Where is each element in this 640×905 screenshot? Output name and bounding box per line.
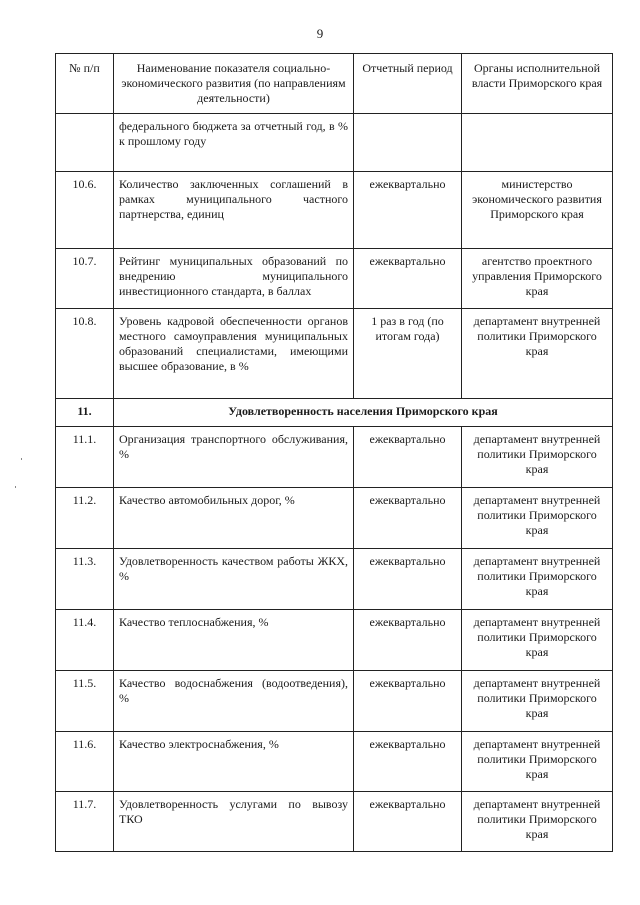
indicators-table — [55, 53, 613, 852]
row-period: ежеквартально — [354, 732, 462, 792]
section-num: 11. — [56, 399, 114, 427]
table-row — [56, 114, 613, 172]
row-org: департамент внутренней политики Приморского края — [462, 427, 613, 488]
table-row — [56, 249, 613, 309]
row-num: 11.3. — [56, 549, 114, 610]
row-num: 11.2. — [56, 488, 114, 549]
row-num: 11.1. — [56, 427, 114, 488]
table-header-row — [56, 54, 613, 114]
row-org: агентство проектного управления Приморского края — [462, 249, 613, 309]
row-org: департамент внутренней политики Приморского края — [462, 488, 613, 549]
row-org — [462, 114, 613, 172]
section-row — [56, 399, 613, 427]
row-org: министерство экономического развития Приморского края — [462, 172, 613, 249]
row-period: ежеквартально — [354, 172, 462, 249]
header-name: Наименование показателя социально-экономического развития (по направлениям деятельности) — [114, 54, 354, 114]
table-row — [56, 309, 613, 399]
row-name: Количество заключенных соглашений в рамках муниципального частного партнерства, единиц — [114, 172, 354, 249]
row-name: Качество электроснабжения, % — [114, 732, 354, 792]
row-name: Качество теплоснабжения, % — [114, 610, 354, 671]
row-period: ежеквартально — [354, 671, 462, 732]
row-name: Организация транспортного обслуживания, % — [114, 427, 354, 488]
row-period: ежеквартально — [354, 610, 462, 671]
table-row — [56, 488, 613, 549]
row-period — [354, 114, 462, 172]
row-org: департамент внутренней политики Приморского края — [462, 309, 613, 399]
table-row — [56, 610, 613, 671]
row-period: ежеквартально — [354, 427, 462, 488]
row-name: Уровень кадровой обеспеченности органов местного самоуправления муниципальных образований специалистами, имеющими высшее образование, в % — [114, 309, 354, 399]
row-period: ежеквартально — [354, 249, 462, 309]
row-period: ежеквартально — [354, 488, 462, 549]
table-row — [56, 671, 613, 732]
row-period: ежеквартально — [354, 792, 462, 852]
scan-mark — [15, 486, 16, 488]
row-org: департамент внутренней политики Приморского края — [462, 671, 613, 732]
row-org: департамент внутренней политики Приморского края — [462, 792, 613, 852]
row-org: департамент внутренней политики Приморского края — [462, 732, 613, 792]
row-org: департамент внутренней политики Приморского края — [462, 610, 613, 671]
row-name: Качество автомобильных дорог, % — [114, 488, 354, 549]
row-name: Качество водоснабжения (водоотведения), % — [114, 671, 354, 732]
row-name: федерального бюджета за отчетный год, в % к прошлому году — [114, 114, 354, 172]
section-title: Удовлетворенность населения Приморского края — [114, 399, 613, 427]
page-number: 9 — [316, 26, 324, 41]
table-row — [56, 549, 613, 610]
header-num: № п/п — [56, 54, 114, 114]
header-period: Отчетный период — [354, 54, 462, 114]
table-row — [56, 427, 613, 488]
row-num: 10.6. — [56, 172, 114, 249]
row-name: Удовлетворенность качеством работы ЖКХ, % — [114, 549, 354, 610]
row-name: Удовлетворенность услугами по вывозу ТКО — [114, 792, 354, 852]
row-num: 10.7. — [56, 249, 114, 309]
row-org: департамент внутренней политики Приморского края — [462, 549, 613, 610]
row-num: 11.6. — [56, 732, 114, 792]
row-num: 10.8. — [56, 309, 114, 399]
table-row — [56, 792, 613, 852]
row-num: 11.4. — [56, 610, 114, 671]
row-num: 11.7. — [56, 792, 114, 852]
table-row — [56, 732, 613, 792]
header-org: Органы исполнительной власти Приморского края — [462, 54, 613, 114]
row-num — [56, 114, 114, 172]
table-row — [56, 172, 613, 249]
scan-mark — [21, 458, 22, 460]
row-period: ежеквартально — [354, 549, 462, 610]
row-period: 1 раз в год (по итогам года) — [354, 309, 462, 399]
row-name: Рейтинг муниципальных образований по внедрению муниципального инвестиционного стандарта, в баллах — [114, 249, 354, 309]
row-num: 11.5. — [56, 671, 114, 732]
